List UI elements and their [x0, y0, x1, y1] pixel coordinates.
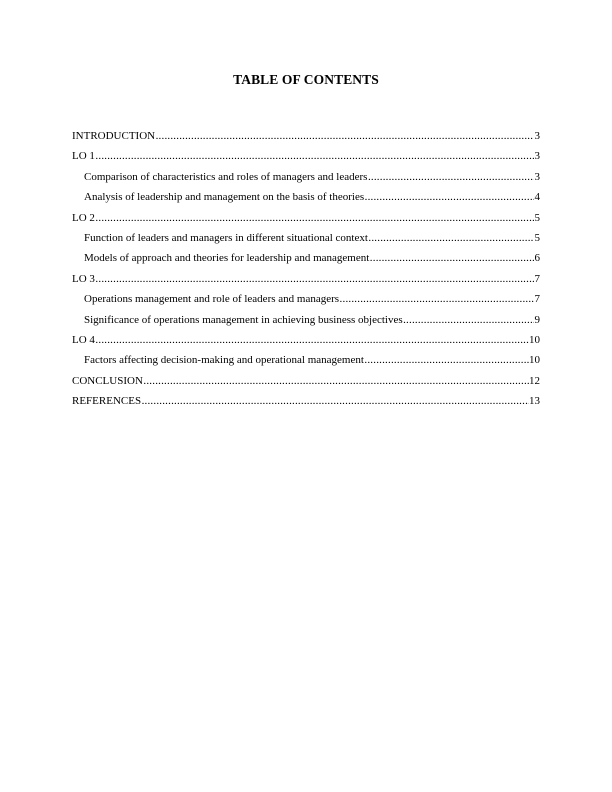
toc-entry-significance-operations-management[interactable]	[72, 310, 540, 330]
toc-page-number: 12	[529, 374, 540, 387]
toc-dot-leader	[365, 187, 534, 207]
toc-entry-label: Significance of operations management in achieving business objectives	[84, 313, 403, 326]
toc-dot-leader	[95, 269, 534, 289]
toc-entry-references[interactable]	[72, 391, 540, 411]
toc-entry-label: LO 2	[72, 211, 95, 224]
toc-page-number: 7	[534, 293, 540, 306]
table-of-contents	[72, 126, 540, 411]
toc-entry-analysis-leadership-theories[interactable]	[72, 187, 540, 207]
toc-page-number: 10	[529, 354, 540, 367]
toc-page-number: 10	[529, 333, 540, 346]
toc-entry-label: Operations management and role of leaders and managers	[84, 293, 340, 306]
toc-entry-conclusion[interactable]	[72, 371, 540, 391]
toc-entry-label: LO 4	[72, 333, 95, 346]
toc-page-number: 13	[529, 395, 540, 408]
toc-entry-lo-2[interactable]	[72, 208, 540, 228]
toc-entry-label: LO 1	[72, 150, 95, 163]
toc-entry-label: INTRODUCTION	[72, 130, 156, 142]
toc-entry-introduction[interactable]	[72, 126, 540, 146]
toc-entry-label: Comparison of characteristics and roles of managers and leaders	[84, 170, 368, 183]
toc-dot-leader	[95, 330, 528, 350]
toc-page-number: 3	[534, 150, 540, 163]
toc-entry-models-approach-theories[interactable]	[72, 248, 540, 268]
toc-dot-leader	[142, 391, 529, 411]
toc-entry-label: Factors affecting decision-making and operational management	[84, 354, 364, 367]
toc-dot-leader	[95, 208, 534, 228]
toc-dot-leader	[368, 167, 534, 187]
toc-entry-lo-3[interactable]	[72, 269, 540, 289]
toc-dot-leader	[368, 228, 534, 248]
toc-dot-leader	[143, 371, 528, 391]
toc-page-number: 5	[534, 231, 540, 244]
toc-dot-leader	[403, 310, 534, 330]
toc-entry-label: CONCLUSION	[72, 374, 143, 387]
toc-dot-leader	[156, 126, 534, 146]
toc-entry-comparison-characteristics-roles[interactable]	[72, 167, 540, 187]
toc-entry-label: Models of approach and theories for leadership and management	[84, 252, 370, 265]
toc-entry-function-situational-context[interactable]	[72, 228, 540, 248]
toc-dot-leader	[370, 248, 534, 268]
toc-dot-leader	[364, 350, 528, 370]
toc-page-number: 6	[534, 252, 540, 265]
toc-entry-lo-4[interactable]	[72, 330, 540, 350]
toc-entry-label: Function of leaders and managers in different situational context	[84, 231, 368, 244]
toc-page-number: 3	[534, 170, 540, 183]
toc-entry-label: LO 3	[72, 272, 95, 285]
toc-page-number: 7	[534, 272, 540, 285]
toc-page-number: 5	[534, 211, 540, 224]
page-title: TABLE OF CONTENTS	[233, 72, 379, 87]
toc-entry-factors-decision-making[interactable]	[72, 350, 540, 370]
toc-page-number: 4	[534, 191, 540, 204]
toc-entry-operations-management-role[interactable]	[72, 289, 540, 309]
toc-entry-label: REFERENCES	[72, 395, 142, 408]
toc-page-number: 9	[534, 313, 540, 326]
toc-entry-label: Analysis of leadership and management on the basis of theories	[84, 191, 365, 204]
toc-dot-leader	[340, 289, 534, 309]
toc-dot-leader	[95, 146, 534, 166]
toc-page-number: 3	[534, 130, 540, 142]
toc-entry-lo-1[interactable]	[72, 146, 540, 166]
